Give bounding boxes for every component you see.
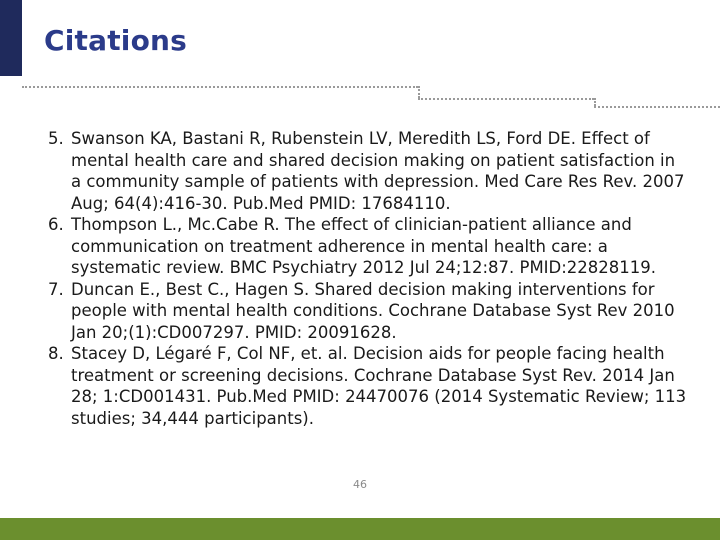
title-accent-bar [0, 0, 22, 76]
citation-list [48, 128, 688, 429]
citation-item [48, 214, 688, 279]
footer-bar [0, 518, 720, 540]
citation-item [48, 128, 688, 214]
citation-number: 8. [48, 344, 64, 363]
citation-text: Stacey D, Légaré F, Col NF, et. al. Decision aids for people facing health treatment or screening decisions. Cochrane Database Syst Rev. 2014 Jan 28; 1:CD001431. Pub.Med PMID: 24470076 (2014 Systematic Review; 113 studies; 34,444 participants). [71, 344, 687, 428]
citation-item [48, 343, 688, 429]
citation-number: 7. [48, 279, 64, 299]
citation-text: Thompson L., Mc.Cabe R. The effect of clinician-patient alliance and communication on treatment adherence in mental health care: a systematic review. BMC Psychiatry 2012 Jul 24;12:87. PMID:22828119. [71, 215, 657, 277]
citation-item [48, 279, 688, 344]
slide-title: Citations [44, 24, 188, 57]
citation-number: 6. [48, 215, 64, 234]
page-number: 46 [353, 478, 367, 491]
citation-number: 5. [48, 129, 64, 148]
citation-text: Swanson KA, Bastani R, Rubenstein LV, Meredith LS, Ford DE. Effect of mental health care and shared decision making on patient satisfaction in a community sample of patients with depression. Med Care Res Rev. 2007 Aug; 64(4):416-30. Pub.Med PMID: 17684110. [71, 129, 685, 213]
citation-text: Duncan E., Best C., Hagen S. Shared decision making interventions for people with mental health conditions. Cochrane Database Syst Rev 2010 Jan 20;(1):CD007297. PMID: 20091628. [71, 279, 675, 342]
